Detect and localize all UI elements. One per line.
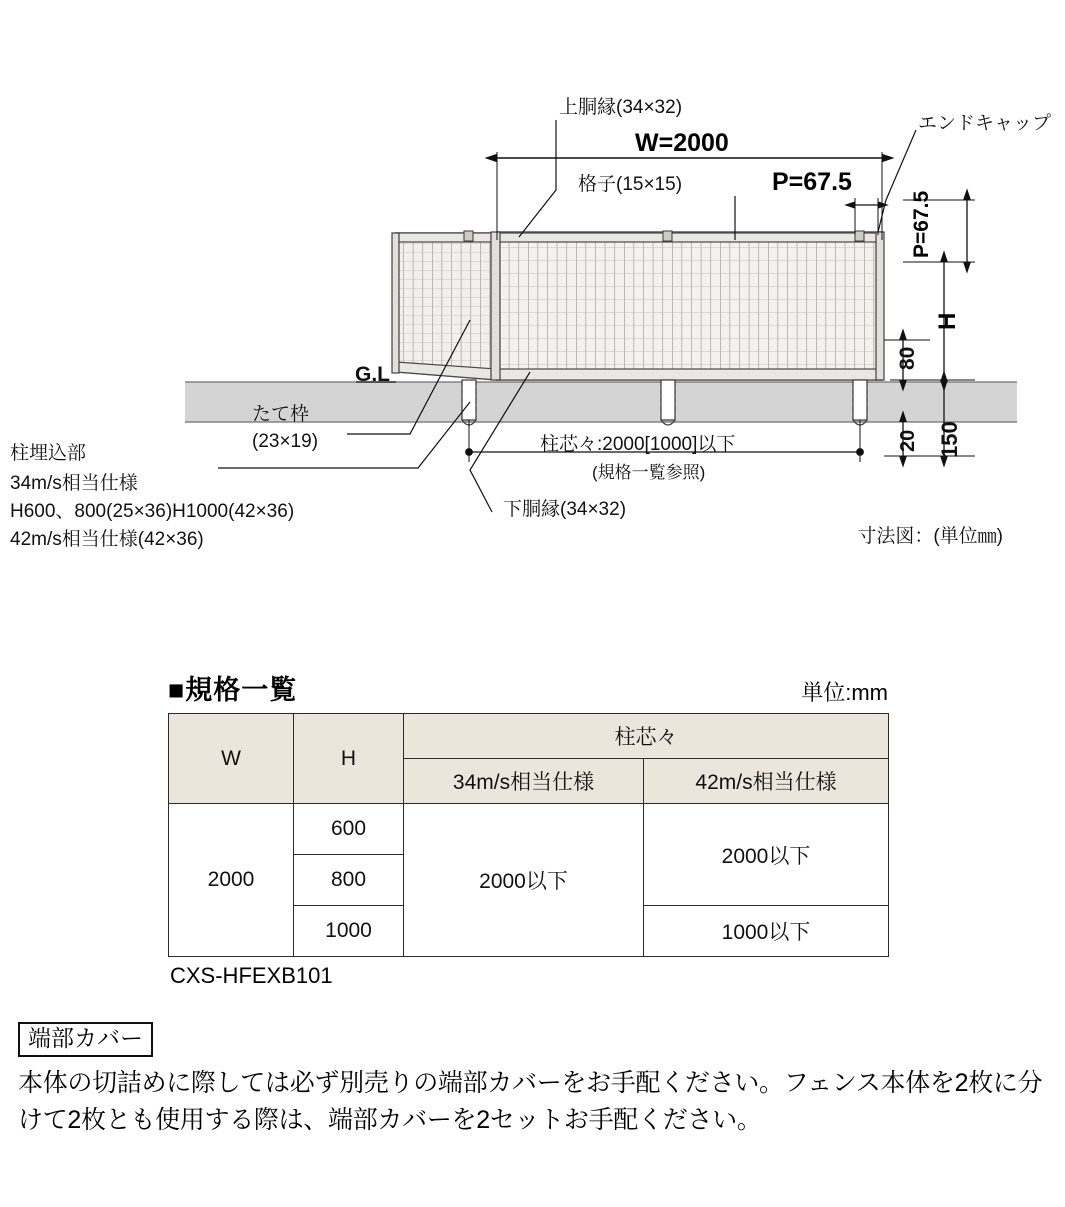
label-height-h: H [934,312,961,330]
cell-h-600: 600 [294,804,404,855]
label-pitch: P=67.5 [772,168,852,196]
col-header-post-center: 柱芯々 [404,714,889,759]
label-vertical-frame: たて枠 [252,404,310,425]
table-row [169,714,889,759]
note-body-text: 本体の切詰めに際しては必ず別売りの端部カバーをお手配ください。フェンス本体を2枚に分けて2枚とも使用する際は、端部カバーを2セットお手配ください。 [18,1069,1043,1134]
col-header-spec-42: 42m/s相当仕様 [644,759,889,804]
label-ground-line: G.L [355,363,390,386]
col-header-w: W [169,714,294,804]
cell-spec42-top: 2000以下 [644,804,889,906]
spec-table-unit: 単位:mm [801,680,888,705]
label-lattice: 格子(15×15) [578,174,683,195]
label-post-spacing-note: (規格一覧参照) [592,463,706,482]
cell-h-1000: 1000 [294,906,404,957]
dimension-diagram [0,0,1065,600]
label-buried-title: 柱埋込部 [10,443,87,464]
col-header-h: H [294,714,404,804]
label-dim-80: 80 [896,346,919,370]
spec-table-header [168,668,888,707]
product-code: CXS-HFEXB101 [170,963,333,988]
label-unit-note: 寸法図：(単位㎜) [857,526,1003,547]
cell-h-800: 800 [294,855,404,906]
label-buried-line2: H600、800(25×36)H1000(42×36) [10,501,295,522]
spec-table-section [168,668,888,989]
label-pitch-vertical: P=67.5 [910,190,933,258]
label-buried-line3: 42m/s相当仕様(42×36) [10,529,204,550]
cell-spec42-bottom: 1000以下 [644,906,889,957]
table-row [169,804,889,855]
label-bottom-rail: 下胴縁(34×32) [503,499,627,520]
cell-spec34-value: 2000以下 [404,804,644,957]
spec-table-title: ■規格一覧 [168,675,298,705]
label-buried-line1: 34m/s相当仕様 [10,473,138,494]
label-dim-150: 150 [937,421,962,458]
cell-w-value: 2000 [169,804,294,957]
spec-table [168,713,889,957]
label-post-spacing: 柱芯々:2000[1000]以下 [540,434,736,455]
label-vertical-frame-size: (23×19) [252,431,319,452]
label-dim-20: 20 [897,429,919,452]
label-end-cap: エンドキャップ [918,113,1052,134]
label-width: W=2000 [635,129,729,157]
label-top-rail: 上胴縁(34×32) [559,97,683,118]
end-cap-note-section [18,1022,1048,1138]
col-header-spec-34: 34m/s相当仕様 [404,759,644,804]
note-tag-label: 端部カバー [18,1022,153,1057]
